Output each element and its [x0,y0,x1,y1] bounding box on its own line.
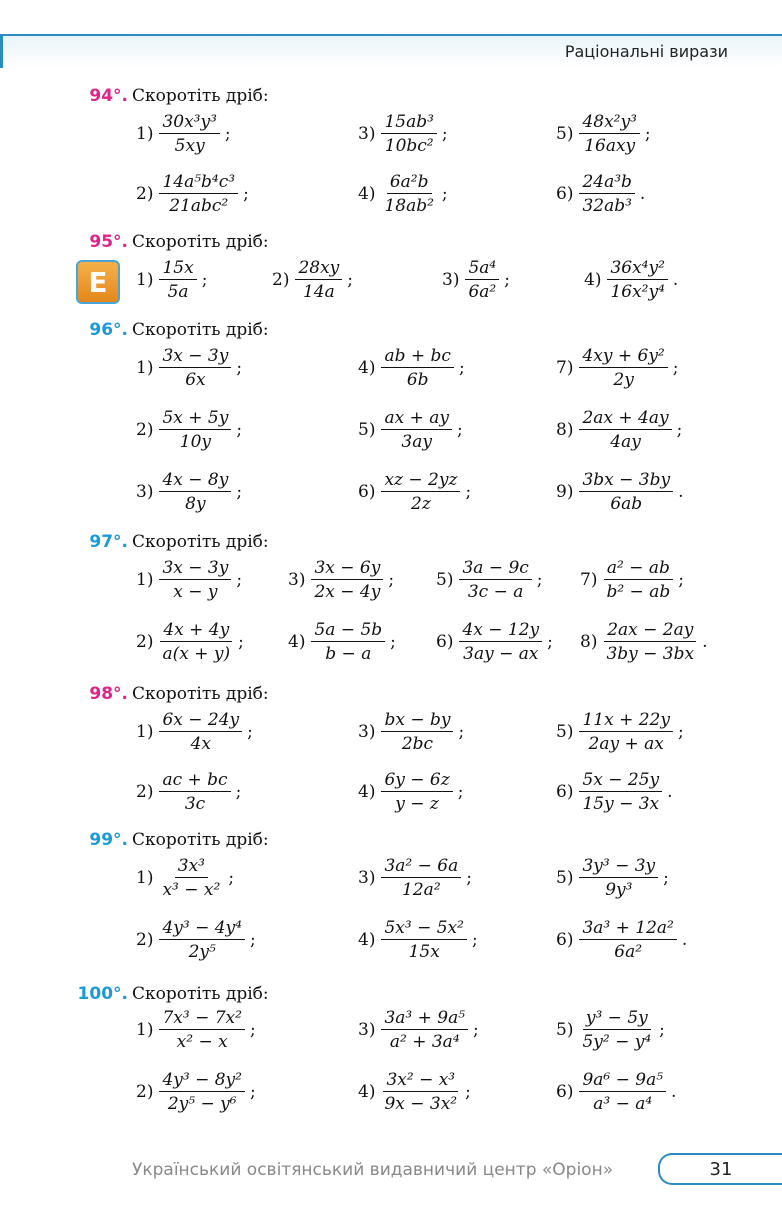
exercise-item [358,918,478,962]
numerator: 3x − 6y [311,558,383,580]
exercise-label: 6) [556,930,574,950]
exercise-label: 6) [556,782,574,802]
punctuation: ; [235,782,242,802]
numerator: 9a⁶ − 9a⁵ [579,1070,666,1092]
fraction [381,1070,460,1114]
denominator: 2y⁵ − y⁶ [167,1094,237,1114]
denominator: x³ − x² [162,880,221,900]
denominator: 12a² [402,880,441,900]
exercise-label: 1) [136,868,154,888]
punctuation: ; [676,420,683,440]
fraction [579,172,634,216]
numerator: 5a⁴ [465,258,499,280]
problem-instruction: Скоротіть дріб: [132,320,269,340]
exercise-item [136,856,234,900]
denominator: 6b [406,370,429,390]
numerator: 6y − 6z [381,770,452,792]
exercise-label: 1) [136,358,154,378]
fraction [579,112,639,156]
punctuation: ; [441,184,448,204]
exercise-item [556,470,684,514]
fraction [159,856,223,900]
exercise-label: 2) [136,632,154,652]
fraction [159,710,242,754]
problem-number: 94°. [89,86,128,106]
exercise-item [136,470,242,514]
exercise-item [556,856,669,900]
problem-instruction: Скоротіть дріб: [132,684,269,704]
problem-number: 99°. [89,830,128,850]
exercise-label: 7) [580,570,598,590]
denominator: 8y [185,494,206,514]
fraction [381,1008,468,1052]
denominator: 5xy [174,136,205,156]
exercise-item [136,258,207,302]
exercise-label: 1) [136,124,154,144]
numerator: 2ax + 4ay [579,408,671,430]
exercise-item [288,558,394,602]
fraction [159,112,219,156]
section-title: Раціональні вирази [564,42,728,61]
exercise-label: 8) [580,632,598,652]
numerator: 6x − 24y [159,710,242,732]
denominator: 2x − 4y [314,582,381,602]
exercise-item [136,112,231,156]
problem-instruction: Скоротіть дріб: [132,830,269,850]
punctuation: ; [249,930,256,950]
denominator: 10bc² [384,136,434,156]
exercise-label: 1) [136,270,154,290]
numerator: 4x − 8y [159,470,231,492]
punctuation: . [671,1082,677,1102]
numerator: 4x + 4y [160,620,232,642]
punctuation: ; [236,570,243,590]
numerator: ac + bc [159,770,230,792]
page-number: 31 [658,1153,782,1185]
denominator: 14a [302,282,335,302]
exercise-item [556,1008,665,1052]
fraction [381,918,467,962]
numerator: 11x + 22y [579,710,673,732]
punctuation: ; [536,570,543,590]
exercise-label: 3) [358,1020,376,1040]
denominator: 5y² − y⁴ [582,1032,652,1052]
problem-number: 98°. [89,684,128,704]
fraction [311,558,383,602]
numerator: 3a − 9c [459,558,531,580]
exercise-label: 2) [136,782,154,802]
exercise-label: 3) [442,270,460,290]
numerator: 3a³ + 9a⁵ [381,1008,468,1030]
denominator: 18ab² [384,196,434,216]
denominator: 2bc [401,734,434,754]
exercise-item [584,258,678,302]
punctuation: . [702,632,708,652]
numerator: bx − by [381,710,453,732]
numerator: 4x − 12y [459,620,542,642]
exercise-item [136,346,242,390]
fraction [579,470,673,514]
exercise-label: 4) [358,184,376,204]
exercise-item [580,558,684,602]
numerator: 4y³ − 8y² [159,1070,245,1092]
punctuation: ; [677,722,684,742]
problem-number: 97°. [89,532,128,552]
numerator: 4y³ − 4y⁴ [159,918,245,940]
fraction [381,346,453,390]
exercise-label: 4) [584,270,602,290]
punctuation: ; [236,420,243,440]
denominator: 9y³ [605,880,633,900]
fraction [295,258,342,302]
denominator: 4x [190,734,211,754]
punctuation: ; [243,184,249,204]
punctuation: ; [201,270,208,290]
exercise-label: 5) [436,570,454,590]
fraction [579,346,667,390]
punctuation: ; [458,358,465,378]
fraction [381,408,452,452]
denominator: 15y − 3x [582,794,660,814]
denominator: 5a [167,282,189,302]
punctuation: ; [659,1020,665,1040]
denominator: 3ay [401,432,432,452]
denominator: 15x [408,942,440,962]
punctuation: ; [456,420,463,440]
exercise-label: 2) [136,930,154,950]
punctuation: ; [672,358,679,378]
exercise-label: 2) [272,270,290,290]
exercise-label: 3) [288,570,306,590]
exercise-label: 5) [556,124,574,144]
punctuation: ; [390,632,396,652]
fraction [159,558,231,602]
numerator: 3x² − x³ [383,1070,458,1092]
exercise-item [358,1008,479,1052]
exercise-item [556,918,687,962]
denominator: 3c − a [467,582,524,602]
denominator: 6a² [614,942,643,962]
exercise-label: 5) [358,420,376,440]
fraction [603,558,673,602]
numerator: 3y³ − 3y [579,856,658,878]
numerator: 3a³ + 12a² [579,918,676,940]
exercise-item [580,620,708,664]
denominator: 6ab [610,494,643,514]
fraction [579,770,662,814]
denominator: b − a [325,644,372,664]
exercise-label: 1) [136,722,154,742]
exercise-label: 5) [556,722,574,742]
punctuation: ; [458,722,465,742]
numerator: 5x³ − 5x² [381,918,467,940]
exercise-item [136,408,242,452]
problem-instruction: Скоротіть дріб: [132,232,269,252]
punctuation: ; [678,570,684,590]
problem-heading [89,86,268,106]
exercise-item [436,558,543,602]
problem-instruction: Скоротіть дріб: [132,532,269,552]
numerator: 36x⁴y² [607,258,667,280]
fraction [159,620,233,664]
exercise-item [358,112,448,156]
numerator: 4xy + 6y² [579,346,667,368]
page-header [0,34,782,68]
exercise-item [136,710,253,754]
fraction [159,408,231,452]
numerator: ax + ay [381,408,452,430]
exercise-item [436,620,553,664]
fraction [159,918,245,962]
denominator: 32ab³ [582,196,632,216]
exercise-item [556,770,673,814]
fraction [579,1008,654,1052]
fraction [311,620,385,664]
punctuation: ; [473,1020,479,1040]
fraction [459,620,542,664]
punctuation: ; [457,782,464,802]
punctuation: ; [249,1082,256,1102]
numerator: y³ − 5y [583,1008,651,1030]
punctuation: ; [471,930,478,950]
exercise-item [358,346,465,390]
denominator: 2y [613,370,634,390]
exercise-item [358,856,472,900]
numerator: 24a³b [579,172,634,194]
punctuation: ; [441,124,448,144]
punctuation: ; [347,270,354,290]
exercise-label: 5) [556,1020,574,1040]
fraction [607,258,667,302]
exercise-item [358,770,463,814]
problem-heading [78,984,269,1004]
denominator: a² + 3a⁴ [389,1032,460,1052]
denominator: x² − x [176,1032,228,1052]
fraction [579,408,671,452]
denominator: 16axy [584,136,636,156]
exercise-label: 4) [358,930,376,950]
punctuation: . [639,184,646,204]
punctuation: ; [547,632,553,652]
fraction [381,470,460,514]
exercise-label: 4) [358,782,376,802]
numerator: 7x³ − 7x² [159,1008,245,1030]
problem-number: 96°. [89,320,128,340]
exercise-label: 3) [358,124,376,144]
denominator: 3ay − ax [463,644,539,664]
problem-number: 100°. [77,984,128,1004]
exercise-item [136,620,244,664]
punctuation: . [678,482,684,502]
numerator: xz − 2yz [381,470,460,492]
fraction [159,470,231,514]
numerator: 15ab³ [381,112,436,134]
exercise-label: 8) [556,420,574,440]
numerator: 14a⁵b⁴c³ [159,172,238,194]
denominator: 3by − 3bx [606,644,695,664]
fraction [159,770,230,814]
exercise-item [358,172,448,216]
fraction [465,258,499,302]
punctuation: ; [236,358,243,378]
exercise-item [272,258,353,302]
fraction [159,258,196,302]
numerator: 3bx − 3by [579,470,673,492]
punctuation: ; [236,482,243,502]
fraction [381,710,453,754]
denominator: a³ − a⁴ [593,1094,653,1114]
exercise-label: 6) [436,632,454,652]
denominator: 2z [411,494,431,514]
punctuation: ; [504,270,510,290]
denominator: 2y⁵ [188,942,216,962]
punctuation: ; [644,124,651,144]
punctuation: . [672,270,679,290]
numerator: 5x + 5y [159,408,231,430]
problem-instruction: Скоротіть дріб: [132,86,269,106]
exercise-label: 4) [358,358,376,378]
numerator: 3x − 3y [159,346,231,368]
numerator: 30x³y³ [159,112,219,134]
exercise-item [358,710,464,754]
publisher-footer: Український освітянський видавничий центр «Оріон» [132,1160,614,1180]
fraction [159,1070,245,1114]
punctuation: ; [224,124,231,144]
numerator: 3a² − 6a [381,856,461,878]
denominator: 2ay + ax [588,734,664,754]
exercise-item [556,112,651,156]
exercise-label: 1) [136,1020,154,1040]
denominator: a(x + y) [162,644,231,664]
problem-heading [89,232,268,252]
exercise-label: 3) [358,868,376,888]
denominator: 9x − 3x² [384,1094,458,1114]
punctuation: . [667,782,673,802]
punctuation: ; [238,632,244,652]
fraction [381,172,436,216]
exercise-label: 1) [136,570,154,590]
exercise-label: 6) [556,1082,574,1102]
exercise-item [556,172,645,216]
exercise-item [556,346,678,390]
numerator: a² − ab [604,558,673,580]
fraction [579,856,658,900]
punctuation: ; [247,722,253,742]
numerator: 5a − 5b [311,620,385,642]
exercise-label: 9) [556,482,574,502]
numerator: 28xy [295,258,342,280]
header-accent-bar [0,34,3,68]
fraction [579,918,676,962]
fraction [603,620,697,664]
punctuation: ; [663,868,669,888]
numerator: 3x − 3y [159,558,231,580]
punctuation: ; [466,868,472,888]
fraction [381,112,436,156]
fraction [579,710,673,754]
exercise-item [136,1070,256,1114]
denominator: 21abc² [169,196,229,216]
denominator: 10y [179,432,212,452]
exercise-item [136,918,256,962]
problem-heading [89,532,268,552]
exercise-item [358,470,471,514]
exercise-label: 2) [136,420,154,440]
fraction [159,1008,245,1052]
exercise-label: 4) [288,632,306,652]
exercise-label: 6) [358,482,376,502]
fraction [159,346,231,390]
punctuation: ; [465,482,472,502]
punctuation: ; [228,868,235,888]
exercise-item [556,408,682,452]
exercise-item [136,558,242,602]
punctuation: ; [465,1082,471,1102]
fraction [381,770,452,814]
punctuation: . [681,930,688,950]
exercise-item [136,172,249,216]
numerator: 5x − 25y [579,770,662,792]
numerator: ab + bc [381,346,453,368]
numerator: 15x [159,258,196,280]
exercise-item [358,1070,471,1114]
punctuation: ; [388,570,395,590]
denominator: 6x [185,370,206,390]
punctuation: ; [249,1020,256,1040]
problem-heading [89,684,268,704]
e-badge-icon: E [76,260,120,304]
denominator: b² − ab [606,582,671,602]
exercise-label: 3) [358,722,376,742]
exercise-item [556,710,684,754]
fraction [159,172,238,216]
exercise-item [556,1070,676,1114]
denominator: 4ay [610,432,641,452]
exercise-item [136,1008,256,1052]
exercise-item [136,770,241,814]
fraction [579,1070,666,1114]
exercise-item [288,620,396,664]
numerator: 3x³ [175,856,208,878]
exercise-label: 2) [136,1082,154,1102]
denominator: 6a² [468,282,497,302]
numerator: 2ax − 2ay [604,620,696,642]
exercise-label: 4) [358,1082,376,1102]
exercise-label: 3) [136,482,154,502]
problem-number: 95°. [89,232,128,252]
exercise-label: 5) [556,868,574,888]
denominator: y − z [395,794,439,814]
fraction [459,558,531,602]
numerator: 6a²b [387,172,432,194]
problem-heading [89,320,268,340]
exercise-label: 6) [556,184,574,204]
denominator: 3c [184,794,206,814]
exercise-item [442,258,510,302]
exercise-item [358,408,463,452]
denominator: 16x²y⁴ [610,282,665,302]
exercise-label: 7) [556,358,574,378]
denominator: x − y [173,582,218,602]
problem-instruction: Скоротіть дріб: [132,984,269,1004]
exercise-label: 2) [136,184,154,204]
fraction [381,856,461,900]
numerator: 48x²y³ [579,112,639,134]
problem-heading [89,830,268,850]
